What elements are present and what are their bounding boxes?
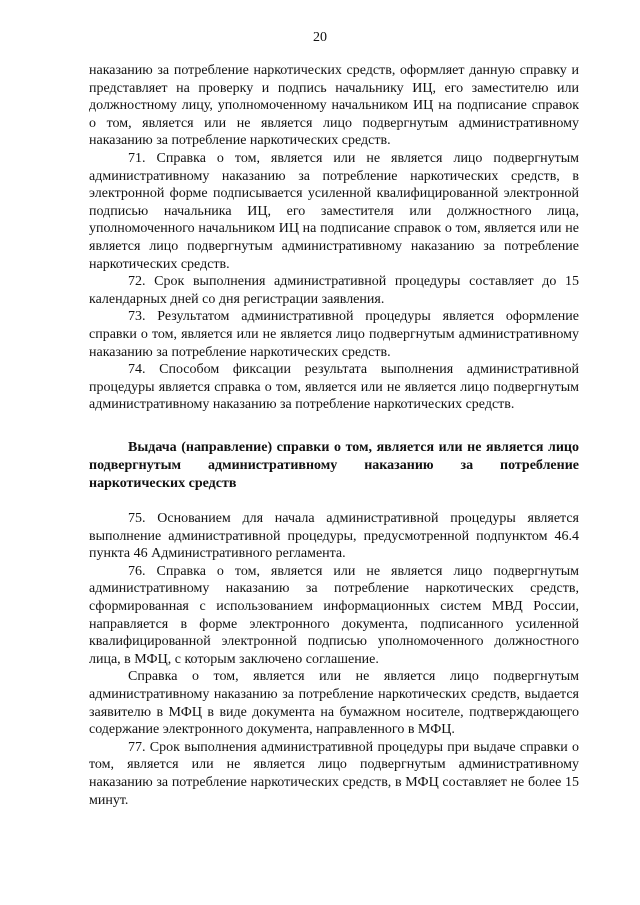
section-heading-block (89, 439, 579, 493)
paragraph-75: 75. Основанием для начала административной процедуры является выполнение административной процедуры, предусмотренной подпунктом 46.4 пункта 46 Административного регламента. (89, 511, 579, 562)
paragraph-77: 77. Срок выполнения административной процедуры при выдаче справки о том, является или не является лицо подвергнутым административному наказанию за потребление наркотических средств, в МФЦ составляет не более 15 минут. (89, 739, 579, 808)
paragraph-74: 74. Способом фиксации результата выполнения административной процедуры является справка о том, является или не является лицо подвергнутым административному наказанию за потребление наркотических средств. (89, 362, 579, 413)
text-block-top (89, 62, 579, 414)
paragraph-72: 72. Срок выполнения административной процедуры составляет до 15 календарных дней со дня регистрации заявления. (89, 274, 579, 307)
text-block-bottom (89, 510, 579, 809)
page-number: 20 (313, 30, 327, 45)
paragraph-73: 73. Результатом административной процедуры является оформление справки о том, является или не является лицо подвергнутым административному наказанию за потребление наркотических средств. (89, 309, 579, 360)
paragraph-continuation: наказанию за потребление наркотических средств, оформляет данную справку и представляет на проверку и подпись начальнику ИЦ, его заместителю или должностному лицу, уполномоченному начальником ИЦ на подписание справок о том, является или не является лицо подвергнутым административному наказанию за потребление наркотических средств. (89, 63, 579, 149)
section-heading: Выдача (направление) справки о том, является или не является лицо подвергнутым административному наказанию за потребление наркотических средств (89, 440, 579, 491)
paragraph-76: 76. Справка о том, является или не является лицо подвергнутым административному наказанию за потребление наркотических средств, сформированная с использованием информационных систем МВД России, направляется в форме электронного документа, подписанного усиленной квалифицированной электронной подписью уполномоченного должностного лица, в МФЦ, с которым заключено соглашение. (89, 563, 579, 667)
paragraph-71: 71. Справка о том, является или не является лицо подвергнутым административному наказанию за потребление наркотических средств, в электронной форме подписывается усиленной квалифицированной электронной подписью начальника ИЦ, его заместителя или должностного лица, уполномоченного начальником ИЦ на подписание справок о том, является или не является лицо подвергнутым административному наказанию за потребление наркотических средств. (89, 150, 579, 272)
paragraph-76-continued: Справка о том, является или не является лицо подвергнутым административному наказанию за потребление наркотических средств, выдается заявителю в МФЦ в виде документа на бумажном носителе, подтверждающего содержание электронного документа, направленного в МФЦ. (89, 669, 579, 738)
